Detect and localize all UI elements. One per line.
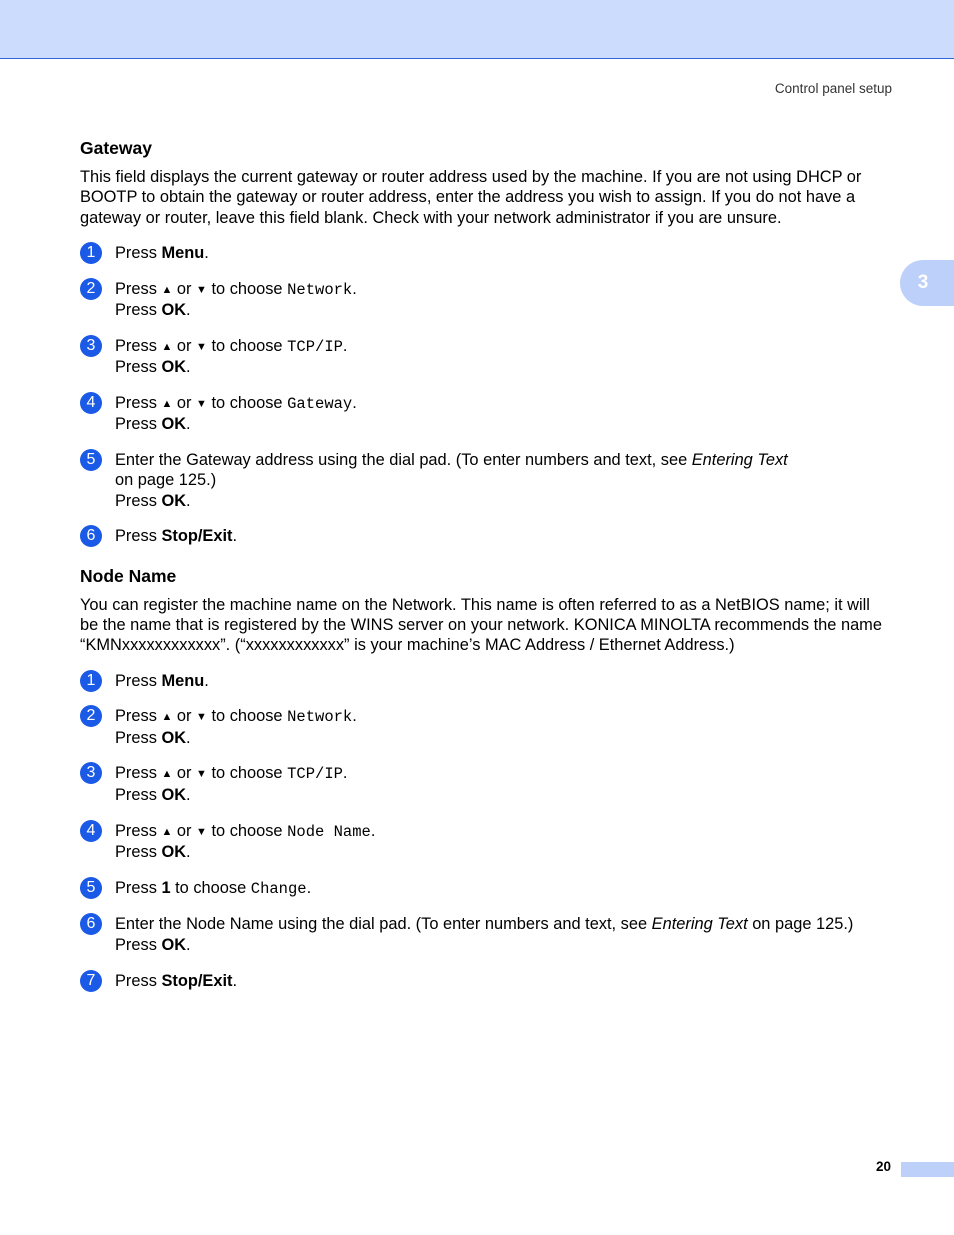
menu-option: Gateway: [287, 394, 353, 413]
step-text: Press: [115, 300, 162, 319]
step-text: .: [186, 300, 191, 319]
step-number-badge: 4: [80, 392, 102, 414]
step-number-badge: 3: [80, 335, 102, 357]
key-label: OK: [161, 785, 187, 804]
step-text: .: [186, 935, 191, 954]
step-text: Press: [115, 764, 162, 783]
key-label: Menu: [161, 243, 205, 262]
section-gateway: [80, 137, 892, 547]
step-text: .: [306, 878, 312, 897]
key-label: OK: [161, 415, 187, 434]
step-text: .: [186, 785, 191, 804]
step-text: to choose: [206, 393, 288, 412]
key-label: Stop/Exit: [161, 971, 233, 990]
step-text: or: [172, 393, 197, 412]
down-arrow-icon: ▼: [196, 283, 207, 296]
step-item: [80, 821, 892, 863]
reference-text: Entering Text: [651, 915, 748, 934]
step-item: [80, 671, 892, 691]
menu-option: Network: [287, 280, 353, 299]
up-arrow-icon: ▲: [161, 397, 173, 410]
step-text: or: [172, 764, 197, 783]
step-text: Press: [115, 279, 162, 298]
down-arrow-icon: ▼: [196, 397, 207, 410]
step-text: or: [172, 707, 197, 726]
chapter-tab: 3: [900, 260, 954, 306]
step-item: [80, 878, 892, 899]
section-intro: You can register the machine name on the Network. This name is often referred to as a NetBIOS name; it will be the name that is registered by the WINS server on your network. KONICA MINOLTA recommends the name “KMNxxxxxxxxxxxx”. (“xxxxxxxxxxxx” is your machine’s MAC Address / Ethernet Address.): [80, 595, 882, 655]
step-text: .: [186, 358, 191, 377]
step-text: Press: [115, 971, 162, 990]
step-item: [80, 336, 892, 378]
footer-bar: [901, 1162, 954, 1177]
step-text: to choose: [206, 707, 288, 726]
step-text: to choose: [206, 821, 288, 840]
step-text: Press: [115, 415, 162, 434]
step-list: [80, 243, 892, 547]
step-text: on page 125.): [747, 915, 854, 934]
up-arrow-icon: ▲: [161, 711, 173, 724]
step-text: .: [186, 728, 191, 747]
step-text: or: [172, 279, 197, 298]
menu-option: Network: [287, 708, 353, 727]
step-number-badge: 4: [80, 820, 102, 842]
step-text: .: [232, 971, 238, 990]
up-arrow-icon: ▲: [161, 340, 173, 353]
down-arrow-icon: ▼: [196, 768, 207, 781]
step-text: Press: [115, 842, 162, 861]
step-number-badge: 7: [80, 970, 102, 992]
key-label: OK: [161, 300, 187, 319]
step-number-badge: 1: [80, 242, 102, 264]
step-text: or: [172, 821, 197, 840]
step-text: Press: [115, 336, 162, 355]
step-text: or: [172, 336, 197, 355]
step-item: [80, 706, 892, 748]
step-item: [80, 279, 892, 321]
step-text: Press: [115, 243, 162, 262]
section-node-name: [80, 565, 892, 991]
section-intro: This field displays the current gateway or router address used by the machine. If you are not using DHCP or BOOTP to obtain the gateway or router address, enter the address you wish to assign. If you do not have a gateway or router, leave this field blank. Check with your network administrator if you are unsure.: [80, 168, 862, 227]
step-text: to choose: [206, 336, 288, 355]
section-title: Gateway: [80, 138, 152, 158]
up-arrow-icon: ▲: [161, 283, 173, 296]
step-text: to choose: [206, 279, 288, 298]
step-text: Press: [115, 821, 162, 840]
step-number-badge: 1: [80, 670, 102, 692]
running-header: Control panel setup: [774, 81, 892, 96]
step-item: [80, 914, 892, 955]
step-number-badge: 2: [80, 278, 102, 300]
step-text: .: [352, 707, 357, 726]
step-text: Press: [115, 728, 162, 747]
step-item: [80, 243, 892, 263]
step-text: .: [186, 491, 191, 510]
step-number-badge: 3: [80, 762, 102, 784]
page-content: [80, 137, 892, 1006]
step-text: .: [352, 279, 357, 298]
step-number-badge: 6: [80, 913, 102, 935]
key-label: OK: [161, 491, 187, 510]
step-text: Press: [115, 785, 162, 804]
menu-option: TCP/IP: [287, 337, 343, 356]
key-label: Stop/Exit: [161, 527, 233, 546]
step-text: Press: [115, 878, 162, 897]
step-item: [80, 526, 892, 546]
step-text: .: [352, 393, 357, 412]
key-label: OK: [161, 728, 187, 747]
key-label: OK: [161, 935, 187, 954]
step-text: Enter the Gateway address using the dial pad. (To enter numbers and text, see: [115, 450, 692, 469]
key-label: Menu: [161, 671, 205, 690]
step-text: on page 125.): [115, 471, 217, 490]
step-text: .: [342, 336, 348, 355]
up-arrow-icon: ▲: [161, 768, 173, 781]
menu-option: Change: [250, 879, 307, 898]
section-title: Node Name: [80, 565, 177, 586]
step-item: [80, 393, 892, 435]
key-label: 1: [161, 878, 171, 897]
step-text: Press: [115, 671, 162, 690]
step-text: Press: [115, 393, 162, 412]
key-label: OK: [161, 358, 187, 377]
step-text: to choose: [206, 764, 288, 783]
step-text: .: [204, 243, 209, 262]
step-item: [80, 450, 892, 511]
step-text: Press: [115, 707, 162, 726]
step-text: .: [342, 764, 348, 783]
step-text: Press: [115, 358, 162, 377]
menu-option: TCP/IP: [287, 765, 343, 784]
down-arrow-icon: ▼: [196, 711, 207, 724]
reference-text: Entering Text: [691, 450, 788, 469]
step-number-badge: 5: [80, 877, 102, 899]
step-number-badge: 2: [80, 705, 102, 727]
step-item: [80, 763, 892, 805]
top-header-band: [0, 0, 954, 59]
step-text: .: [204, 671, 209, 690]
step-text: Press: [115, 491, 162, 510]
step-text: Press: [115, 935, 162, 954]
step-text: .: [186, 415, 191, 434]
step-number-badge: 6: [80, 525, 102, 547]
step-text: .: [370, 821, 376, 840]
down-arrow-icon: ▼: [196, 825, 207, 838]
step-text: .: [232, 527, 238, 546]
step-list: [80, 671, 892, 991]
down-arrow-icon: ▼: [196, 340, 207, 353]
menu-option: Node Name: [287, 822, 371, 841]
step-number-badge: 5: [80, 449, 102, 471]
up-arrow-icon: ▲: [161, 825, 173, 838]
page-number: 20: [876, 1159, 892, 1174]
step-text: .: [186, 842, 191, 861]
step-text: Press: [115, 527, 162, 546]
step-item: [80, 971, 892, 991]
step-text: to choose: [170, 878, 251, 897]
step-text: Enter the Node Name using the dial pad. (To enter numbers and text, see: [115, 915, 652, 934]
key-label: OK: [161, 842, 187, 861]
